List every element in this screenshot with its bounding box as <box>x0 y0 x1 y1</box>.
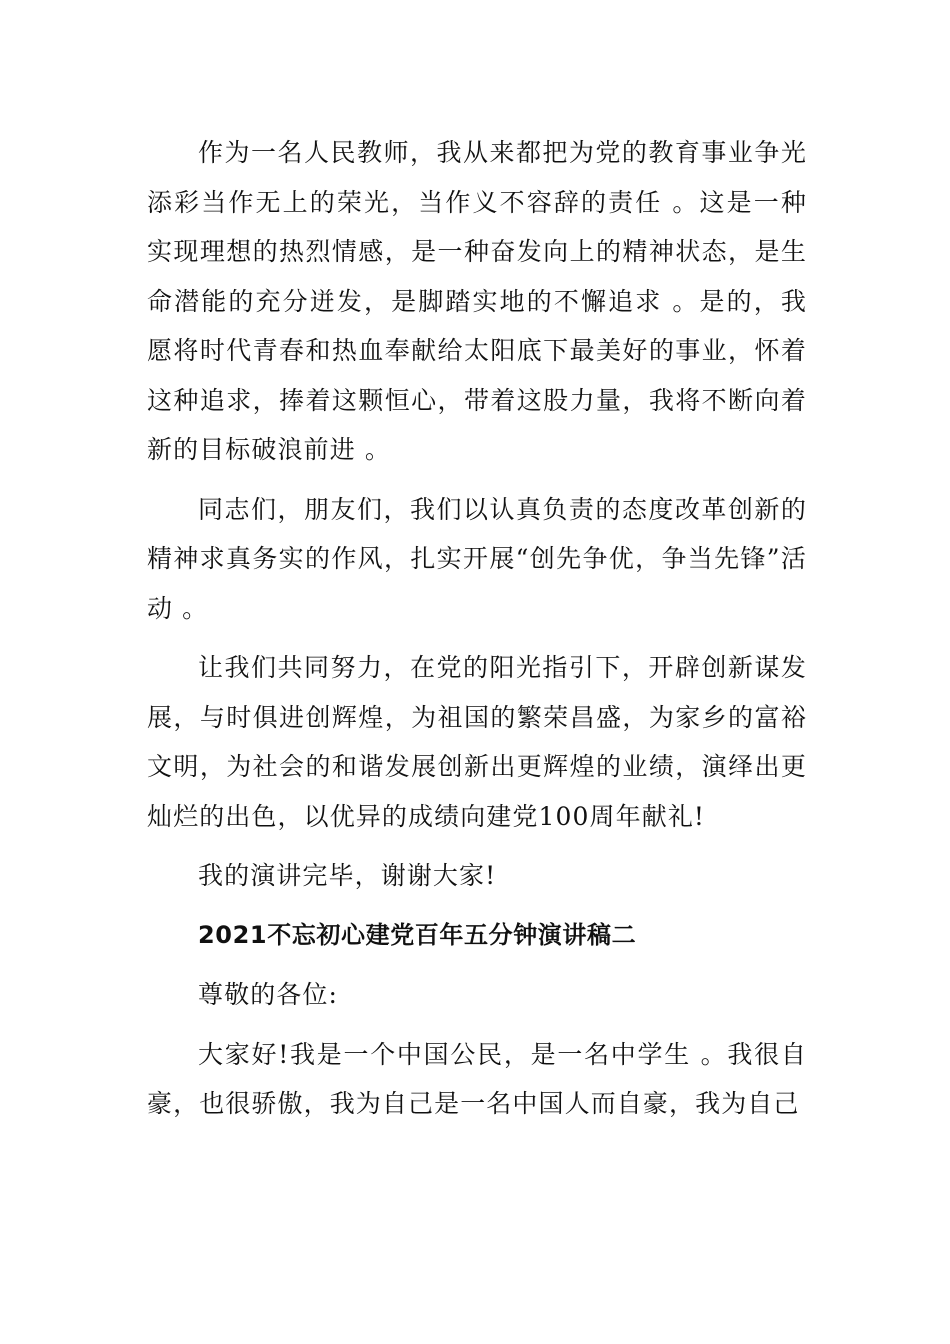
paragraph-call-to-action: 让我们共同努力，在党的阳光指引下，开辟创新谋发展，与时俱进创辉煌，为祖国的繁荣昌盛，为家乡的富裕文明，为社会的和谐发展创新出更辉煌的业绩，演绎出更灿烂的出色，以优异的成绩向建党100周年献礼! <box>147 653 807 831</box>
document-body <box>147 128 807 1129</box>
paragraph-closing: 我的演讲完毕，谢谢大家! <box>198 861 497 890</box>
paragraph-comrades: 同志们，朋友们，我们以认真负责的态度改革创新的精神求真务实的作风，扎实开展“创先争优，争当先锋”活动 。 <box>147 494 807 623</box>
paragraph-salutation: 尊敬的各位: <box>198 980 339 1009</box>
paragraph-teacher-pledge: 作为一名人民教师，我从来都把为党的教育事业争光添彩当作无上的荣光，当作义不容辞的责任 。这是一种实现理想的热烈情感，是一种奋发向上的精神状态，是生命潜能的充分迸发，是脚踏实地的不懈追求 。是的，我愿将时代青春和热血奉献给太阳底下最美好的事业，怀着这种追求，捧着这颗恒心，带着这股力量，我将不断向着新的目标破浪前进 。 <box>147 138 807 464</box>
paragraph-greeting: 大家好!我是一个中国公民，是一名中学生 。我很自豪，也很骄傲，我为自己是一名中国人而自豪，我为自己 <box>147 1039 807 1118</box>
section-heading: 2021不忘初心建党百年五分钟演讲稿二 <box>198 920 637 949</box>
